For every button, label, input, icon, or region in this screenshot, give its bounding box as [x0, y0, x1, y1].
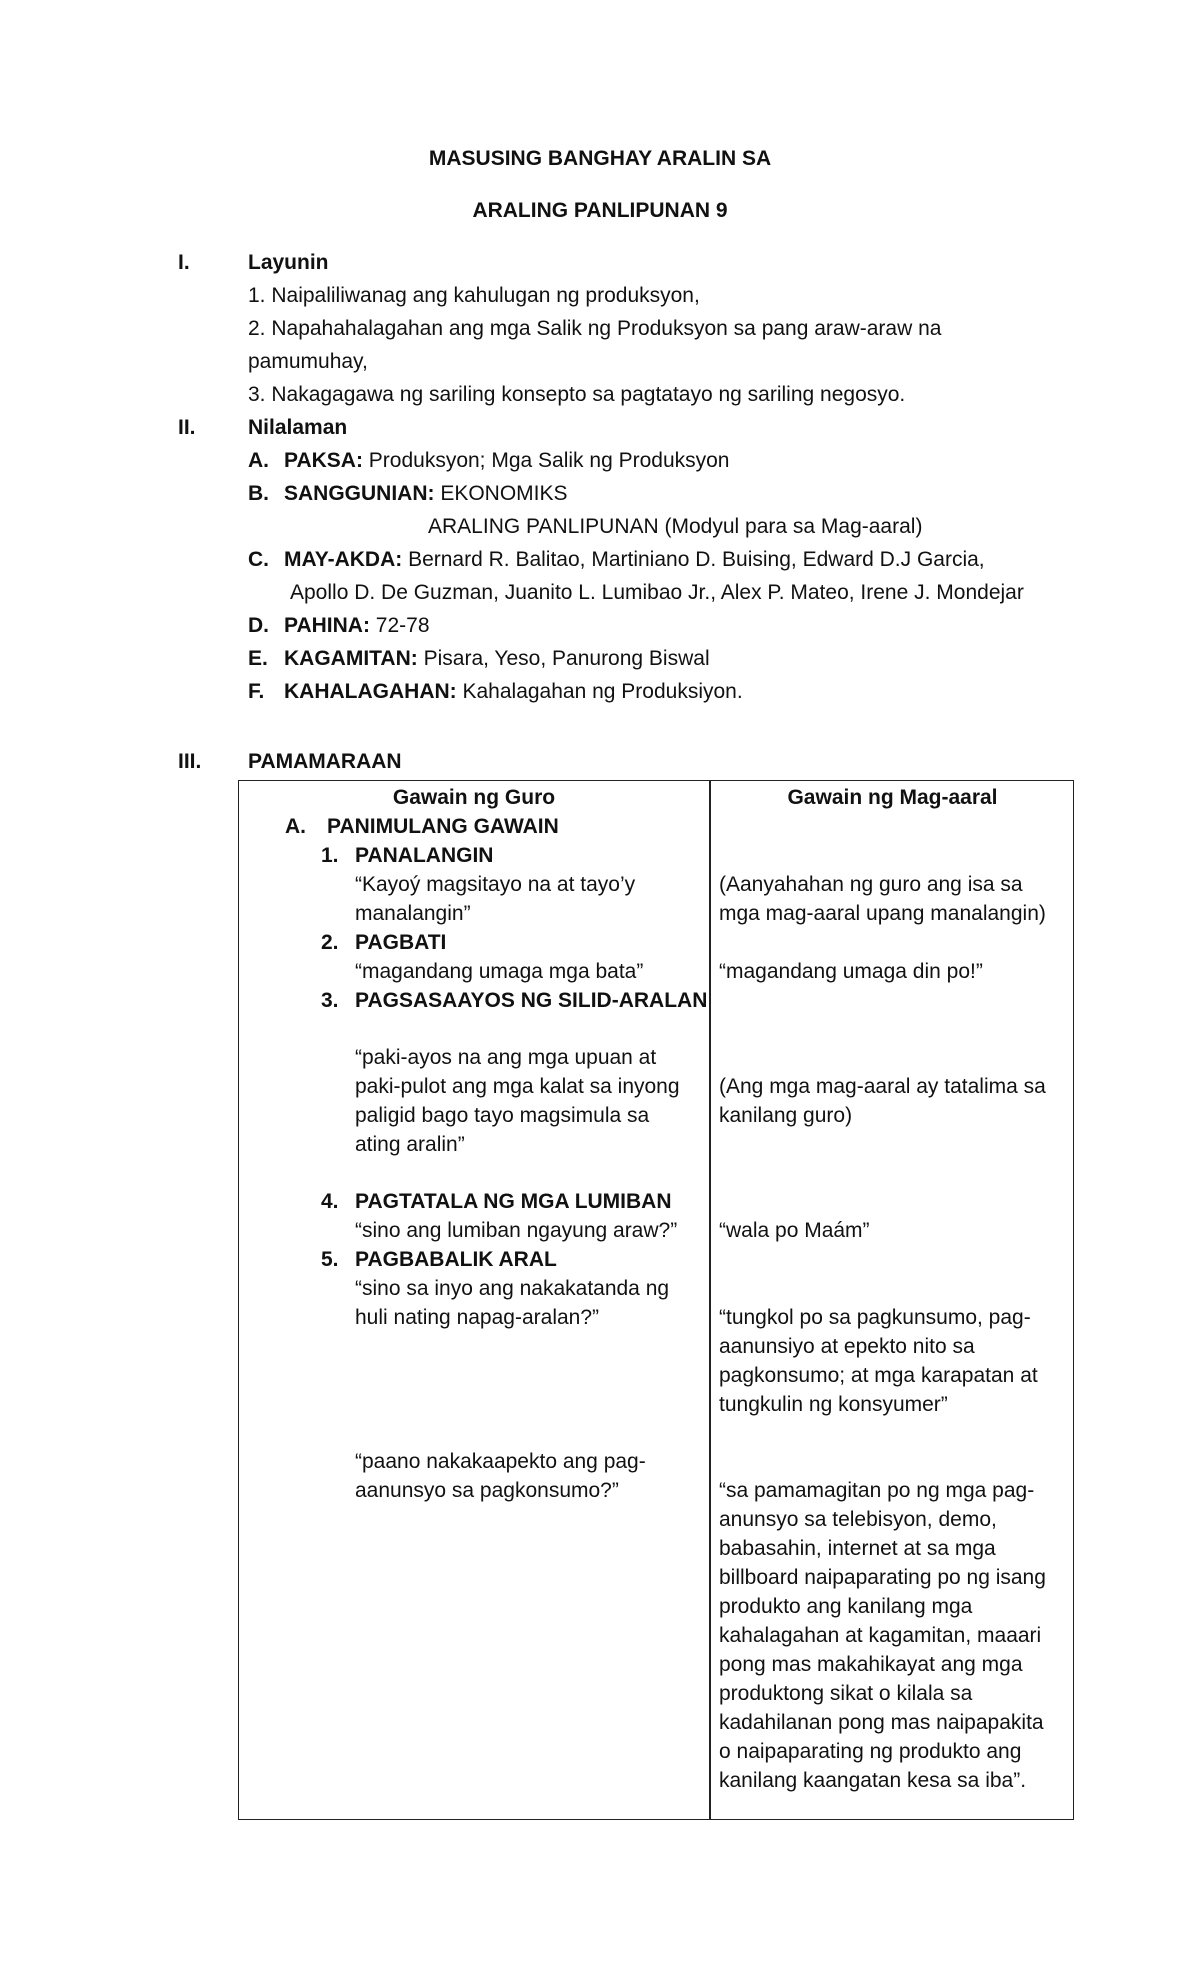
section-number-pamamaraan: III. — [178, 750, 202, 773]
row-text: PAKSA: Produksyon; Mga Salik ng Produksyon — [284, 449, 730, 472]
student-line: “tungkol po sa pagkunsumo, pag- — [719, 1306, 1031, 1329]
step-heading: PAGBATI — [355, 931, 447, 954]
teacher-line: manalangin” — [355, 902, 471, 925]
section-number-nilalaman: II. — [178, 416, 196, 439]
step-number: 3. — [321, 989, 339, 1012]
subsection-heading: A. PANIMULANG GAWAIN — [285, 815, 559, 838]
row-letter: D. — [248, 614, 269, 637]
student-line: pong mas makahikayat ang mga — [719, 1653, 1023, 1676]
teacher-line: aanunsyo sa pagkonsumo?” — [355, 1479, 619, 1502]
teacher-line: paligid bago tayo magsimula sa — [355, 1104, 650, 1127]
step-heading: PAGTATALA NG MGA LUMIBAN — [355, 1190, 672, 1213]
student-line: billboard naipaparating po ng isang — [719, 1566, 1046, 1589]
section-heading-layunin: Layunin — [248, 251, 329, 274]
teacher-line: huli nating napag-aralan?” — [355, 1306, 600, 1329]
teacher-line: “sino sa inyo ang nakakatanda ng — [355, 1277, 670, 1300]
step-number: 2. — [321, 931, 339, 954]
student-line: kahalagahan at kagamitan, maaari — [719, 1624, 1042, 1647]
step-number: 5. — [321, 1248, 339, 1271]
student-line: (Ang mga mag-aaral ay tatalima sa — [719, 1075, 1046, 1098]
row-letter: A. — [248, 449, 269, 472]
student-line: aanunsiyo at epekto nito sa — [719, 1335, 975, 1358]
procedure-table — [238, 780, 1074, 1820]
row-text: ARALING PANLIPUNAN (Modyul para sa Mag-aaral) — [428, 515, 923, 538]
row-letter: B. — [248, 482, 269, 505]
objective-item: 2. Napahahalagahan ang mga Salik ng Produksyon sa pang araw-araw na — [248, 317, 942, 340]
document-title: MASUSING BANGHAY ARALIN SA — [428, 147, 772, 170]
student-line: babasahin, internet at sa mga — [719, 1537, 996, 1560]
section-number-layunin: I. — [178, 251, 190, 274]
column-header-guro: Gawain ng Guro — [392, 786, 556, 809]
row-text: SANGGUNIAN: EKONOMIKS — [284, 482, 568, 505]
step-heading: PAGSASAAYOS NG SILID-ARALAN — [355, 989, 708, 1012]
row-text: KAHALAGAHAN: Kahalagahan ng Produksiyon. — [284, 680, 743, 703]
student-line: kadahilanan pong mas naipapakita — [719, 1711, 1044, 1734]
step-number: 4. — [321, 1190, 339, 1213]
step-heading: PAGBABALIK ARAL — [355, 1248, 557, 1271]
student-line: kanilang kaangatan kesa sa iba”. — [719, 1769, 1027, 1792]
objective-item: 1. Naipaliliwanag ang kahulugan ng produksyon, — [248, 284, 700, 307]
student-line: pagkonsumo; at mga karapatan at — [719, 1364, 1038, 1387]
student-line: “sa pamamagitan po ng mga pag- — [719, 1479, 1035, 1502]
student-line: o naipaparating ng produkto ang — [719, 1740, 1022, 1763]
objective-item: 3. Nakagagawa ng sariling konsepto sa pagtatayo ng sariling negosyo. — [248, 383, 906, 406]
student-line: kanilang guro) — [719, 1104, 853, 1127]
section-heading-nilalaman: Nilalaman — [248, 416, 348, 439]
student-line: “wala po Maám” — [719, 1219, 870, 1242]
objective-item: pamumuhay, — [248, 350, 368, 373]
teacher-line: ating aralin” — [355, 1133, 465, 1156]
column-divider — [709, 781, 711, 1819]
student-line: mga mag-aaral upang manalangin) — [719, 902, 1046, 925]
teacher-line: “paki-ayos na ang mga upuan at — [355, 1046, 657, 1069]
row-letter: C. — [248, 548, 269, 571]
student-line: tungkulin ng konsyumer” — [719, 1393, 948, 1416]
teacher-line: “magandang umaga mga bata” — [355, 960, 644, 983]
student-line: “magandang umaga din po!” — [719, 960, 983, 983]
row-letter: F. — [248, 680, 265, 703]
teacher-line: “sino ang lumiban ngayung araw?” — [355, 1219, 678, 1242]
step-number: 1. — [321, 844, 339, 867]
row-text: MAY-AKDA: Bernard R. Balitao, Martiniano D. Buising, Edward D.J Garcia, — [284, 548, 985, 571]
teacher-line: “paano nakakaapekto ang pag- — [355, 1450, 646, 1473]
student-line: produktong sikat o kilala sa — [719, 1682, 973, 1705]
student-line: anunsyo sa telebisyon, demo, — [719, 1508, 997, 1531]
document-subtitle: ARALING PANLIPUNAN 9 — [472, 199, 728, 222]
row-letter: E. — [248, 647, 268, 670]
row-text: PAHINA: 72-78 — [284, 614, 430, 637]
student-line: (Aanyahahan ng guro ang isa sa — [719, 873, 1023, 896]
row-text: Apollo D. De Guzman, Juanito L. Lumibao Jr., Alex P. Mateo, Irene J. Mondejar — [290, 581, 1024, 604]
student-line: produkto ang kanilang mga — [719, 1595, 973, 1618]
teacher-line: paki-pulot ang mga kalat sa inyong — [355, 1075, 680, 1098]
teacher-line: “Kayoý magsitayo na at tayo’y — [355, 873, 636, 896]
row-text: KAGAMITAN: Pisara, Yeso, Panurong Biswal — [284, 647, 710, 670]
section-heading-pamamaraan: PAMAMARAAN — [248, 750, 402, 773]
column-header-magaaral: Gawain ng Mag-aaral — [787, 786, 998, 809]
step-heading: PANALANGIN — [355, 844, 494, 867]
